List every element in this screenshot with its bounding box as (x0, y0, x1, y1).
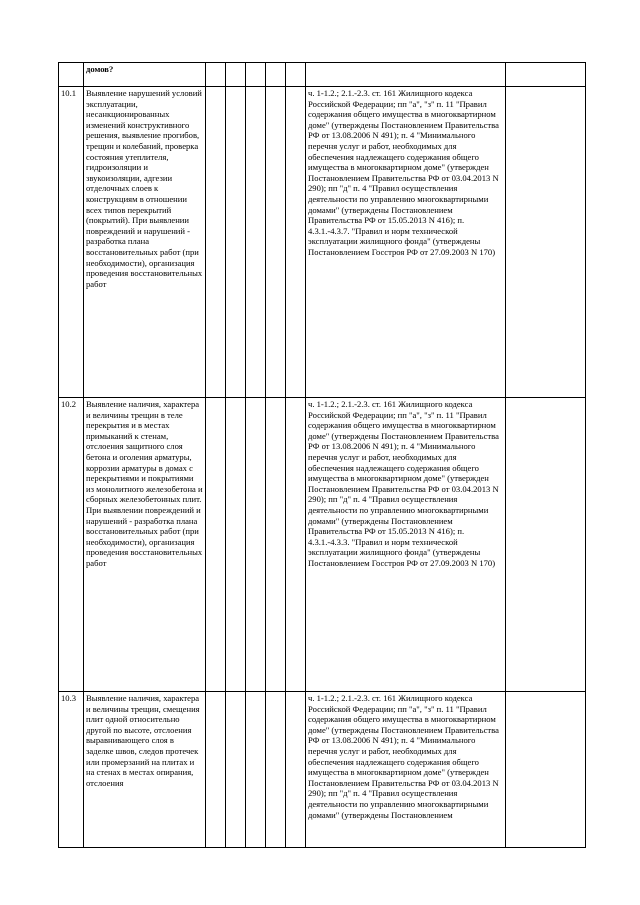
requirement-cell: Выявление нарушений условий эксплуатации, несанкционированных изменений конструктивного решения, выявление прогибов, трещин и колебаний, проверка состояния утеплителя, гидроизоляции и звукоизоляции, адгезии отделочных слоев к конструкциям в отношении всех типов перекрытий (покрытий). При выявлении повреждений и нарушений - разработка плана восстановительных работ (при необходимости), организация проведения восстановительных работ (84, 87, 206, 398)
answer-na-cell (246, 692, 266, 848)
answer-extra-cell (266, 63, 286, 87)
answer-extra2-cell (286, 63, 306, 87)
answer-yes-cell (206, 398, 226, 692)
inspection-checklist-table (58, 62, 586, 848)
answer-no-cell (226, 692, 246, 848)
answer-yes-cell (206, 87, 226, 398)
answer-na-cell (246, 63, 266, 87)
answer-yes-cell (206, 63, 226, 87)
row-number-cell: 10.2 (59, 398, 84, 692)
notes-cell (506, 63, 586, 87)
requirement-cell: Выявление наличия, характера и величины трещин в теле перекрытия и в местах примыканий к стенам, отслоения защитного слоя бетона и оголения арматуры, коррозии арматуры в домах с перекрытиями и покрытиями из монолитного железобетона и сборных железобетонных плит. При выявлении повреждений и нарушений - разработка плана восстановительных работ (при необходимости), организация проведения восстановительных работ (84, 398, 206, 692)
answer-extra-cell (266, 87, 286, 398)
row-number-cell: 10.3 (59, 692, 84, 848)
legal-basis-cell: ч. 1-1.2.; 2.1.-2.3. ст. 161 Жилищного кодекса Российской Федерации; пп "а", "з" п. 11 "Правил содержания общего имущества в многоквартирном доме" (утверждены Постановлением Правительства РФ от 13.08.2006 N 491); п. 4 "Минимального перечня услуг и работ, необходимых для обеспечения надлежащего содержания общего имущества в многоквартирном доме" (утвержден Постановлением Правительства РФ от 03.04.2013 N 290); пп "д" п. 4 "Правил осуществления деятельности по управлению многоквартирными домами" (утверждены Постановлением (306, 692, 506, 848)
answer-extra2-cell (286, 398, 306, 692)
row-number-cell (59, 63, 84, 87)
requirement-cell: Выявление наличия, характера и величины трещин, смещения плит одной относительно другой по высоте, отслоения выравнивающего слоя в заделке швов, следов протечек или промерзаний на плитах и на стенах в местах опирания, отслоения (84, 692, 206, 848)
answer-na-cell (246, 398, 266, 692)
answer-extra-cell (266, 692, 286, 848)
legal-basis-cell: ч. 1-1.2.; 2.1.-2.3. ст. 161 Жилищного кодекса Российской Федерации; пп "а", "з" п. 11 "Правил содержания общего имущества в многоквартирном доме" (утверждены Постановлением Правительства РФ от 13.08.2006 N 491); п. 4 "Минимального перечня услуг и работ, необходимых для обеспечения надлежащего содержания общего имущества в многоквартирном доме" (утвержден Постановлением Правительства РФ от 03.04.2013 N 290); пп "д" п. 4 "Правил осуществления деятельности по управлению многоквартирными домами" (утверждены Постановлением Правительства РФ от 15.05.2013 N 416); п. 4.3.1.-4.3.3. "Правил и норм технической эксплуатации жилищного фонда" (утверждены Постановлением Госстроя РФ от 27.09.2003 N 170) (306, 398, 506, 692)
table-row (59, 87, 586, 398)
answer-extra-cell (266, 398, 286, 692)
answer-yes-cell (206, 692, 226, 848)
row-number-cell: 10.1 (59, 87, 84, 398)
answer-no-cell (226, 398, 246, 692)
notes-cell (506, 398, 586, 692)
answer-extra2-cell (286, 692, 306, 848)
table-row (59, 692, 586, 848)
answer-no-cell (226, 87, 246, 398)
legal-basis-cell (306, 63, 506, 87)
answer-extra2-cell (286, 87, 306, 398)
legal-basis-cell: ч. 1-1.2.; 2.1.-2.3. ст. 161 Жилищного кодекса Российской Федерации; пп "а", "з" п. 11 "Правил содержания общего имущества в многоквартирном доме" (утверждены Постановлением Правительства РФ от 13.08.2006 N 491); п. 4 "Минимального перечня услуг и работ, необходимых для обеспечения надлежащего содержания общего имущества в многоквартирном доме" (утвержден Постановлением Правительства РФ от 03.04.2013 N 290); пп "д" п. 4 "Правил осуществления деятельности по управлению многоквартирными домами" (утверждены Постановлением Правительства РФ от 15.05.2013 N 416); п. 4.3.1.-4.3.7. "Правил и норм технической эксплуатации жилищного фонда" (утверждены Постановлением Госстроя РФ от 27.09.2003 N 170) (306, 87, 506, 398)
answer-na-cell (246, 87, 266, 398)
notes-cell (506, 87, 586, 398)
header-continuation-row (59, 63, 586, 87)
table-row (59, 398, 586, 692)
answer-no-cell (226, 63, 246, 87)
requirement-cell: домов? (84, 63, 206, 87)
notes-cell (506, 692, 586, 848)
